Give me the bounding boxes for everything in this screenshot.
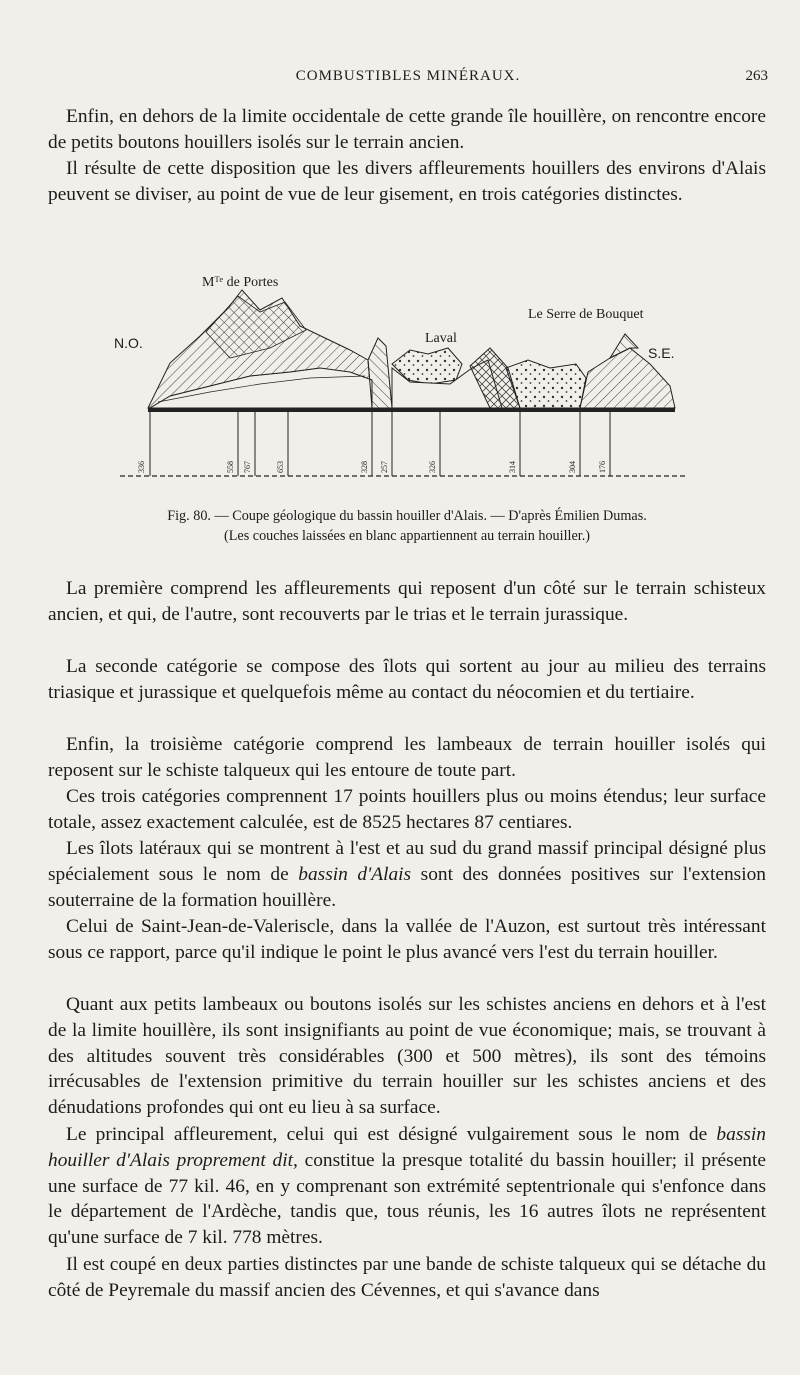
middle-ridge — [368, 338, 392, 408]
section-floor — [148, 408, 675, 412]
paragraph-10 — [48, 1122, 766, 1251]
depth-label: 257 — [380, 461, 389, 473]
paragraph-4: La seconde catégorie se compose des îlots qui sortent au jour au milieu des terrains triasique et jurassique et quelquefois même au contact du néocomien et du tertiaire. — [48, 656, 766, 703]
depth-label: 176 — [598, 461, 607, 473]
text-run: constitue la presque totalité du bassin houiller; il présente une surface de 77 kil. 46, en y comprenant son extrémité septentrionale qui s'enfonce dans le département de l'Ardèche, tandis que, tous réunis, les 16 autres îlots ne représentent qu'une surface de 7 kil. 778 mètres. — [48, 1149, 766, 1249]
label-se: S.E. — [648, 345, 675, 361]
paragraph-5: Enfin, la troisième catégorie comprend les lambeaux de terrain houiller isolés qui reposent sur le schiste talqueux qui les entoure de toute part. — [48, 734, 766, 781]
depth-label: 328 — [360, 461, 369, 473]
paragraph-7 — [48, 836, 766, 913]
paragraph-3: La première comprend les affleurements qui reposent d'un côté sur le terrain schisteux ancien, et qui, de l'autre, sont recouverts par le trias et le terrain jurassique. — [48, 578, 766, 625]
geological-section-figure — [110, 268, 690, 504]
running-title: COMBUSTIBLES MINÉRAUX. — [295, 68, 521, 84]
page-number: 263 — [745, 68, 768, 84]
depth-label: 767 — [243, 461, 252, 473]
depth-label: 336 — [137, 461, 146, 473]
italic-term: bassin houiller d'Alais proprement dit, — [48, 1124, 766, 1171]
depth-label: 304 — [568, 461, 577, 473]
depth-label: 314 — [508, 461, 517, 473]
page-header — [48, 68, 768, 92]
label-serre-bouquet: Le Serre de Bouquet — [528, 307, 644, 322]
paragraph-1: Enfin, en dehors de la limite occidentale de cette grande île houillère, on rencontre encore de petits boutons houillers isolés sur le terrain ancien. — [48, 106, 766, 153]
depth-label: 653 — [276, 461, 285, 473]
paragraph-8: Celui de Saint-Jean-de-Valeriscle, dans la vallée de l'Auzon, est surtout très intéressant sous ce rapport, parce qu'il indique le point le plus avancé vers l'est du terrain houiller. — [48, 916, 766, 963]
label-mont-portes: Mᵀᵉ de Portes — [202, 275, 279, 290]
depth-label: 326 — [428, 461, 437, 473]
paragraph-9: Quant aux petits lambeaux ou boutons isolés sur les schistes anciens en dehors et à l'est de la limite houillère, ils sont insignifiants au point de vue économique; mais, se trouvant à des altitudes souvent très considérables (300 et 500 mètres), ils sont des témoins irrécusables de l'extension primitive du terrain houiller sur les schistes anciens et des dénudations profondes qui ont eu lieu à sa surface. — [48, 994, 766, 1119]
text-run: Le principal affleurement, celui qui est désigné vulgairement sous le nom de — [66, 1124, 717, 1145]
italic-term: bassin d'Alais — [298, 863, 412, 885]
paragraph-6: Ces trois catégories comprennent 17 points houillers plus ou moins étendus; leur surface totale, assez exactement calculée, est de 8525 hectares 87 centiares. — [48, 786, 766, 833]
figure-caption-line-2: (Les couches laissées en blanc appartiennent au terrain houiller.) — [224, 528, 590, 544]
paragraph-2: Il résulte de cette disposition que les divers affleurements houillers des environs d'Alais peuvent se diviser, au point de vue de leur gisement, en trois catégories distinctes. — [48, 158, 766, 205]
figure-caption-line-1: Fig. 80. — Coupe géologique du bassin houiller d'Alais. — D'après Émilien Dumas. — [167, 508, 647, 524]
text-run: Les îlots latéraux qui se montrent à l'est et au sud du grand massif principal désigné plus spécialement sous le nom de — [48, 838, 766, 885]
text-run: sont des données positives sur l'extension souterraine de la formation houillère. — [48, 863, 766, 911]
label-no: N.O. — [114, 335, 143, 351]
right-dotted-strata — [506, 360, 586, 408]
label-laval: Laval — [425, 331, 457, 346]
depth-label: 558 — [226, 461, 235, 473]
paragraph-11: Il est coupé en deux parties distinctes par une bande de schiste talqueux qui se détache du côté de Peyremale du massif ancien des Cévennes, et qui s'avance dans — [48, 1254, 766, 1301]
